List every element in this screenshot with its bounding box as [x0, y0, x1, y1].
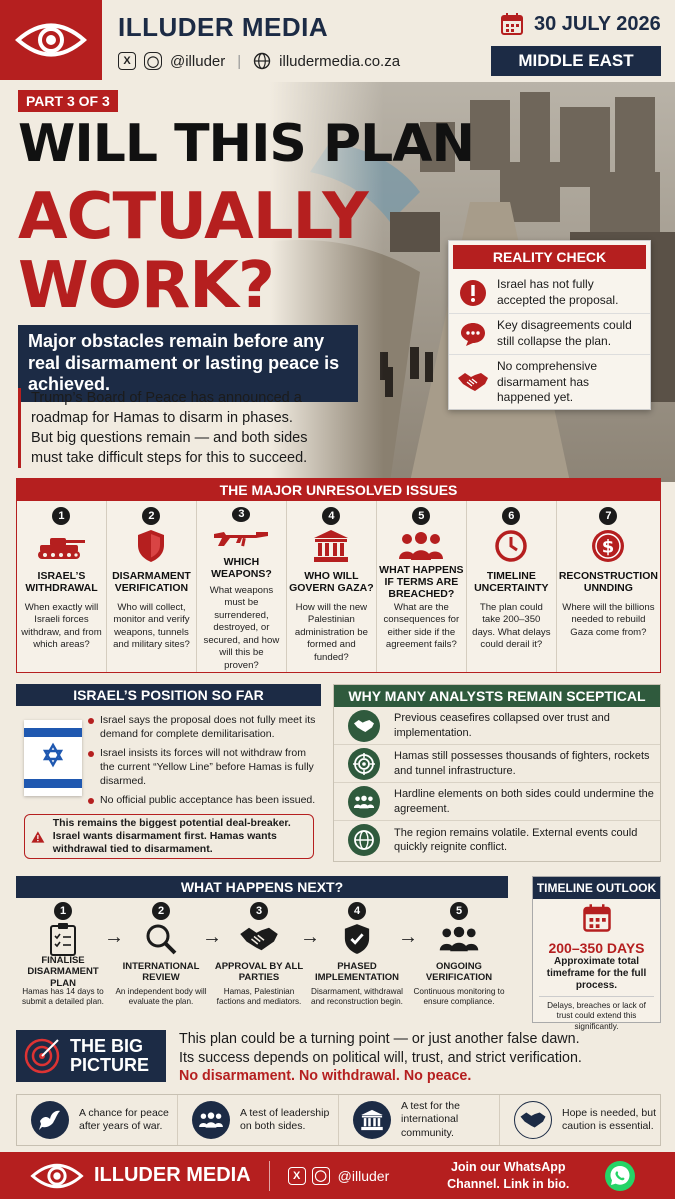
step-title: ONGOING VERIFICATION: [425, 960, 493, 983]
people-group-icon: [198, 1111, 224, 1129]
issue-card: [17, 501, 107, 672]
dollar-icon: [590, 528, 626, 564]
step-number: 2: [152, 902, 170, 920]
government-building-icon: [360, 1109, 384, 1131]
speech-bubble-icon: [459, 320, 487, 348]
people-group-icon: [438, 925, 480, 953]
issue-description: What are the consequences for either side if the agreement fails?: [383, 602, 460, 651]
date-row: [500, 12, 661, 36]
closing-tile: [17, 1095, 178, 1145]
magnifier-icon: [145, 923, 177, 955]
globe-icon: [253, 52, 271, 70]
brand-name: ILLUDER MEDIA: [118, 12, 329, 42]
step-description: An independent body will evaluate the plan.: [115, 987, 207, 1007]
social-row: [118, 52, 400, 70]
arrow-right-icon: →: [398, 926, 418, 948]
next-steps-panel: [16, 876, 508, 1016]
closing-tiles: [16, 1094, 661, 1146]
dove-icon: [38, 1109, 62, 1131]
sceptical-item: [334, 745, 660, 783]
target-icon: [22, 1036, 62, 1076]
big-picture-line-1: THE BIG: [70, 1036, 144, 1057]
timeline-note: Delays, breaches or lack of trust could extend this significantly.: [539, 996, 654, 1032]
handle[interactable]: @illuder: [170, 52, 226, 70]
x-icon[interactable]: X: [118, 52, 136, 70]
big-picture-line-2: PICTURE: [70, 1055, 150, 1075]
part-badge: PART 3 OF 3: [18, 90, 118, 112]
step-description: Continuous monitoring to ensure compliance.: [413, 987, 505, 1007]
issue-number: 6: [502, 507, 520, 525]
warning-text: This remains the biggest potential deal-breaker. Israel wants disarmament first. Hamas wants withdrawal tied to disarmament.: [52, 816, 291, 856]
israel-point: Israel says the proposal does not fully meet its demand for complete demilitarisation.: [88, 714, 320, 741]
target-icon: [353, 753, 375, 775]
footer-brand: ILLUDER MEDIA: [94, 1164, 251, 1186]
handshake-icon: [237, 924, 281, 954]
reality-check-title: REALITY CHECK: [453, 245, 646, 269]
issue-number: 2: [142, 507, 160, 525]
issue-title: DISARMAMENT VERIFICATION: [112, 569, 191, 594]
deal-breaker-warning: [24, 814, 314, 859]
government-building-icon: [312, 529, 350, 563]
headline-line-2: ACTUALLY: [18, 180, 368, 254]
reality-check-item: [449, 355, 650, 410]
people-group-icon: [397, 531, 445, 561]
issue-title: ISRAEL’S WITHDRAWAL: [25, 569, 98, 594]
calendar-icon: [582, 903, 612, 933]
handshake-icon: [519, 1110, 547, 1130]
timeline-outlook-box: [532, 876, 661, 1031]
closing-tile: [500, 1095, 660, 1145]
globe-icon: [353, 829, 375, 851]
issue-card: [467, 501, 557, 672]
issue-number: 4: [322, 507, 340, 525]
exclamation-icon: [459, 279, 487, 307]
next-step: [114, 902, 208, 1008]
reality-check-item: [449, 273, 650, 314]
israel-point: Israel insists its forces will not withdraw from the current “Yellow Line” before Hamas is fully disarmed.: [88, 747, 320, 788]
issue-title: WHO WILL GOVERN GAZA?: [289, 569, 374, 594]
subtitle-banner: Major obstacles remain before any real disarmament or lasting peace is achieved.: [18, 325, 358, 402]
rifle-icon: [212, 527, 270, 551]
issue-description: How will the new Palestinian administration be formed and funded?: [294, 602, 368, 663]
issue-number: 3: [232, 507, 250, 522]
issue-number: 5: [412, 507, 430, 525]
israel-position-title: ISRAEL’S POSITION SO FAR: [16, 684, 321, 706]
footer-handle[interactable]: @illuder: [337, 1167, 390, 1184]
issue-card: [107, 501, 197, 672]
step-description: Hamas has 14 days to submit a detailed plan.: [22, 987, 104, 1007]
region-badge: MIDDLE EAST: [491, 46, 661, 76]
eye-logo: [0, 0, 102, 80]
issue-description: Where will the billions needed to rebuild Gaza come from?: [562, 602, 655, 638]
whatsapp-icon[interactable]: [603, 1159, 637, 1193]
shield-check-icon: [343, 923, 371, 955]
tile-text: A chance for peace after years of war.: [79, 1106, 169, 1132]
reality-check-item: [449, 314, 650, 355]
reality-check-text: Key disagreements could still collapse the plan.: [497, 318, 632, 348]
svg-text:$: $: [602, 536, 615, 558]
sceptical-item: [334, 707, 660, 745]
headline-line-1: WILL THIS PLAN: [18, 114, 474, 174]
date: 30 JULY 2026: [534, 12, 661, 35]
issues-title: THE MAJOR UNRESOLVED ISSUES: [17, 479, 660, 501]
reality-check-text: Israel has not fully accepted the proposal.: [497, 277, 619, 307]
big-picture-text: [179, 1030, 659, 1086]
issue-card: [197, 501, 287, 672]
sceptical-text: Hamas still possesses thousands of fighters, rockets and tunnel infrastructure.: [394, 750, 650, 777]
next-step: [16, 902, 110, 1008]
issue-title: RECONSTRUCTION UNNDING: [558, 569, 658, 594]
reality-check-text: No comprehensive disarmament has happened yet.: [497, 359, 598, 405]
calendar-icon: [500, 12, 524, 36]
issue-number: 7: [599, 507, 617, 525]
sceptical-text: Hardline elements on both sides could undermine the agreement.: [394, 788, 654, 815]
issue-description: What weapons must be surrendered, destroyed, or secured, and how will this be proven?: [203, 584, 280, 671]
issue-description: When exactly will Israeli forces withdraw, and from which areas?: [21, 602, 102, 651]
step-description: Disarmament, withdrawal and reconstruction begin.: [311, 987, 403, 1007]
israel-position-panel: [16, 684, 321, 862]
step-number: 3: [250, 902, 268, 920]
sceptical-text: The region remains volatile. External events could quickly reignite conflict.: [394, 826, 638, 853]
big-picture-sentence: Its success depends on political will, trust, and strict verification.: [179, 1049, 582, 1066]
x-icon[interactable]: X: [288, 1167, 306, 1185]
clipboard-icon: [49, 922, 77, 956]
sceptical-item: [334, 821, 660, 859]
eye-icon: [15, 17, 87, 63]
instagram-icon[interactable]: ◯: [144, 52, 162, 70]
israel-points: [88, 714, 320, 814]
issue-title: TIMELINE UNCERTAINTY: [474, 569, 549, 594]
issue-card: [377, 501, 467, 672]
tile-text: A test for the international community.: [401, 1100, 460, 1139]
closing-tile: [339, 1095, 500, 1145]
handshake-icon: [353, 718, 375, 734]
whatsapp-cta[interactable]: Join our WhatsApp Channel. Link in bio.: [447, 1160, 570, 1191]
timeline-subtitle: Approximate total timeframe for the full process.: [546, 956, 647, 991]
issue-description: The plan could take 200–350 days. What delays could derail it?: [472, 602, 551, 651]
intro-text: Trump’s Board of Peace has announced a roadmap for Hamas to disarm in phases. But big questions remain — and both sides must take difficult steps for this to succeed.: [18, 388, 318, 468]
sceptical-title: WHY MANY ANALYSTS REMAIN SCEPTICAL: [334, 685, 660, 707]
handshake-icon: [457, 370, 489, 394]
issue-number: 1: [52, 507, 70, 525]
headline-line-3: WORK?: [18, 249, 274, 323]
arrow-right-icon: →: [104, 926, 124, 948]
step-description: Hamas, Palestinian factions and mediators.: [216, 987, 302, 1007]
big-picture-label: [16, 1030, 166, 1082]
footer-bar: [0, 1152, 675, 1199]
tank-icon: [36, 532, 86, 560]
step-title: FINALISE DISARMAMENT PLAN: [27, 954, 99, 989]
reality-check-box: [448, 240, 651, 410]
divider: [269, 1161, 270, 1191]
arrow-right-icon: →: [300, 926, 320, 948]
divider: |: [237, 52, 242, 70]
israel-flag: [24, 720, 82, 796]
clock-icon: [494, 529, 528, 563]
people-group-icon: [353, 794, 375, 810]
next-steps-title: WHAT HAPPENS NEXT?: [16, 876, 508, 898]
next-step: [412, 902, 506, 1008]
eye-icon: [30, 1159, 84, 1193]
issue-title: WHICH WEAPONS?: [211, 555, 272, 580]
next-step: [310, 902, 404, 1008]
sceptical-text: Previous ceasefires collapsed over trust and implementation.: [394, 712, 610, 739]
instagram-icon[interactable]: ◯: [312, 1167, 330, 1185]
step-title: PHASED IMPLEMENTATION: [314, 960, 400, 983]
issue-title: WHAT HAPPENS IF TERMS ARE BREACHED?: [379, 563, 464, 601]
israel-point: No official public acceptance has been issued.: [88, 794, 320, 808]
step-title: APPROVAL BY ALL PARTIES: [214, 960, 304, 983]
tile-text: Hope is needed, but caution is essential.: [562, 1106, 656, 1132]
issue-description: Who will collect, monitor and verify weapons, tunnels and military sites?: [113, 602, 190, 651]
sceptical-panel: [333, 684, 661, 862]
warning-triangle-icon: [31, 822, 45, 852]
sceptical-item: [334, 783, 660, 821]
issue-card: [287, 501, 377, 672]
step-number: 1: [54, 902, 72, 920]
timeline-range: 200–350 DAYS: [548, 940, 645, 956]
next-step: [212, 902, 306, 1008]
shield-icon: [136, 529, 166, 563]
big-picture-emphasis: No disarmament. No withdrawal. No peace.: [179, 1068, 472, 1085]
issue-card: [557, 501, 660, 672]
website-link[interactable]: illudermedia.co.za: [279, 52, 401, 70]
arrow-right-icon: →: [202, 926, 222, 948]
step-number: 5: [450, 902, 468, 920]
unresolved-issues-panel: [16, 478, 661, 673]
big-picture-sentence: This plan could be a turning point — or just another false dawn.: [179, 1031, 580, 1047]
closing-tile: [178, 1095, 339, 1145]
tile-text: A test of leadership on both sides.: [240, 1106, 330, 1132]
step-title: INTERNATIONAL REVIEW: [122, 960, 200, 983]
timeline-title: TIMELINE OUTLOOK: [533, 877, 660, 899]
step-number: 4: [348, 902, 366, 920]
